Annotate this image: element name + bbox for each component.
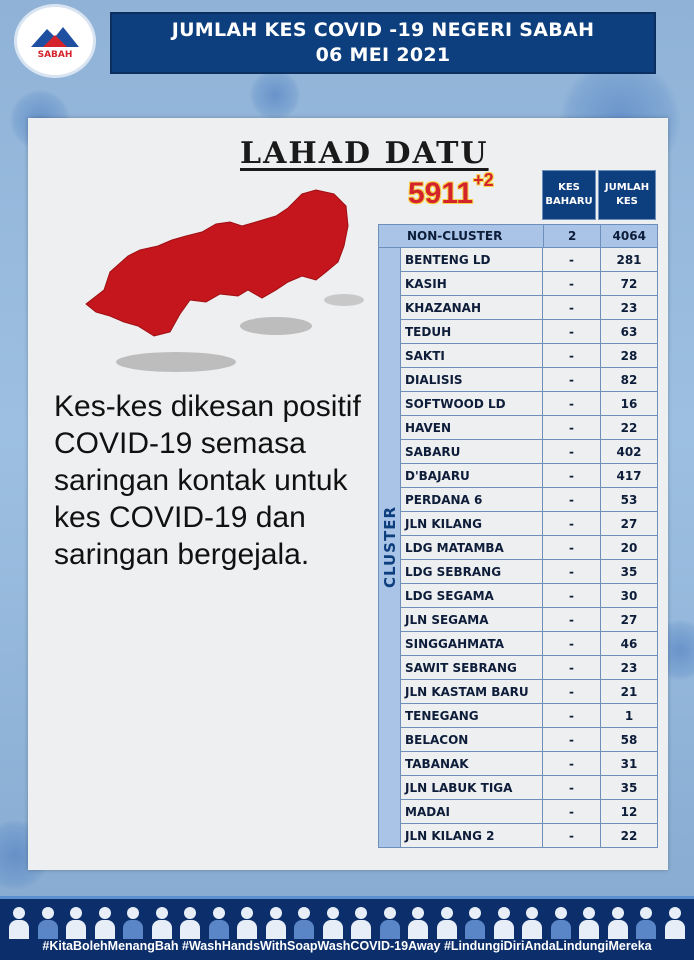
cluster-label-text: CLUSTER bbox=[380, 506, 399, 589]
cluster-total-cases: 28 bbox=[620, 348, 638, 363]
cluster-name: SOFTWOOD LD bbox=[401, 392, 543, 415]
cluster-name: JLN LABUK TIGA bbox=[401, 776, 543, 799]
cluster-new-cases: - bbox=[543, 632, 601, 655]
table-row bbox=[401, 680, 658, 704]
table-row bbox=[401, 536, 658, 560]
cluster-new-cases: - bbox=[543, 728, 601, 751]
table-row bbox=[401, 824, 658, 848]
person-icon bbox=[293, 907, 315, 939]
main-card bbox=[28, 118, 668, 870]
cluster-name: SAWIT SEBRANG bbox=[401, 656, 543, 679]
person-icon bbox=[179, 907, 201, 939]
virus-decoration-icon bbox=[250, 70, 300, 120]
header-date: 06 MEI 2021 bbox=[315, 44, 451, 66]
non-cluster-new: 2 bbox=[544, 225, 602, 247]
cluster-name: BENTENG LD bbox=[401, 248, 543, 271]
person-icon bbox=[350, 907, 372, 939]
table-row bbox=[401, 560, 658, 584]
cluster-name: BELACON bbox=[401, 728, 543, 751]
cluster-new-cases: - bbox=[543, 368, 601, 391]
person-icon bbox=[208, 907, 230, 939]
person-icon bbox=[607, 907, 629, 939]
person-icon bbox=[578, 907, 600, 939]
cluster-total-cases: 35 bbox=[620, 564, 638, 579]
cluster-name: KASIH bbox=[401, 272, 543, 295]
cluster-name: D'BAJARU bbox=[401, 464, 543, 487]
cluster-total-cases: 22 bbox=[620, 828, 638, 843]
cluster-new-cases: - bbox=[543, 560, 601, 583]
cluster-total-cases: 1 bbox=[624, 708, 634, 723]
table-row bbox=[401, 368, 658, 392]
table-row bbox=[401, 512, 658, 536]
cluster-total-cases: 82 bbox=[620, 372, 638, 387]
cluster-new-cases: - bbox=[543, 320, 601, 343]
cluster-section bbox=[378, 248, 658, 848]
cluster-name: JLN KILANG 2 bbox=[401, 824, 543, 847]
cluster-new-cases: - bbox=[543, 392, 601, 415]
table-row bbox=[401, 488, 658, 512]
cluster-total-cases: 30 bbox=[620, 588, 638, 603]
cluster-new-cases: - bbox=[543, 656, 601, 679]
header-new-cases: KES BAHARU bbox=[542, 170, 596, 220]
table-row bbox=[401, 296, 658, 320]
cluster-label bbox=[378, 248, 401, 848]
mountain-logo-icon bbox=[29, 23, 81, 49]
table-row bbox=[401, 704, 658, 728]
cluster-new-cases: - bbox=[543, 776, 601, 799]
cluster-new-cases: - bbox=[543, 512, 601, 535]
table-row bbox=[401, 248, 658, 272]
cluster-new-cases: - bbox=[543, 272, 601, 295]
district-title: LAHAD DATU bbox=[240, 136, 489, 171]
people-illustration bbox=[8, 903, 686, 939]
cluster-total-cases: 53 bbox=[620, 492, 638, 507]
footer-banner bbox=[0, 896, 694, 960]
header-total-cases: JUMLAH KES bbox=[598, 170, 656, 220]
person-icon bbox=[407, 907, 429, 939]
cluster-name: JLN KILANG bbox=[401, 512, 543, 535]
cluster-new-cases: - bbox=[543, 608, 601, 631]
cluster-name: MADAI bbox=[401, 800, 543, 823]
person-icon bbox=[65, 907, 87, 939]
person-icon bbox=[635, 907, 657, 939]
cluster-new-cases: - bbox=[543, 824, 601, 847]
table-row bbox=[401, 272, 658, 296]
table-row bbox=[401, 320, 658, 344]
cluster-new-cases: - bbox=[543, 416, 601, 439]
cluster-name: PERDANA 6 bbox=[401, 488, 543, 511]
table-row bbox=[401, 632, 658, 656]
person-icon bbox=[37, 907, 59, 939]
cluster-name: TABANAK bbox=[401, 752, 543, 775]
non-cluster-row bbox=[378, 224, 658, 248]
total-cases bbox=[408, 170, 494, 211]
table-row bbox=[401, 464, 658, 488]
cluster-total-cases: 27 bbox=[620, 612, 638, 627]
cluster-total-cases: 27 bbox=[620, 516, 638, 531]
table-row bbox=[401, 344, 658, 368]
table-row bbox=[401, 416, 658, 440]
non-cluster-name: NON-CLUSTER bbox=[379, 225, 544, 247]
cluster-total-cases: 22 bbox=[620, 420, 638, 435]
cluster-total-cases: 46 bbox=[620, 636, 638, 651]
cluster-total-cases: 20 bbox=[620, 540, 638, 555]
cluster-new-cases: - bbox=[543, 752, 601, 775]
cluster-new-cases: - bbox=[543, 464, 601, 487]
cluster-total-cases: 281 bbox=[616, 252, 642, 267]
cluster-name: JLN KASTAM BARU bbox=[401, 680, 543, 703]
person-icon bbox=[493, 907, 515, 939]
sabah-logo bbox=[14, 4, 96, 78]
cluster-name: SINGGAHMATA bbox=[401, 632, 543, 655]
cluster-total-cases: 16 bbox=[620, 396, 638, 411]
header-title: JUMLAH KES COVID -19 NEGERI SABAH bbox=[171, 19, 595, 41]
person-icon bbox=[94, 907, 116, 939]
table-row bbox=[401, 728, 658, 752]
cluster-new-cases: - bbox=[543, 296, 601, 319]
cluster-name: JLN SEGAMA bbox=[401, 608, 543, 631]
cluster-new-cases: - bbox=[543, 440, 601, 463]
cluster-name: LDG SEBRANG bbox=[401, 560, 543, 583]
person-icon bbox=[151, 907, 173, 939]
person-icon bbox=[379, 907, 401, 939]
cluster-total-cases: 23 bbox=[620, 300, 638, 315]
page-header bbox=[110, 12, 656, 74]
person-icon bbox=[265, 907, 287, 939]
cluster-new-cases: - bbox=[543, 248, 601, 271]
cluster-name: KHAZANAH bbox=[401, 296, 543, 319]
cluster-total-cases: 58 bbox=[620, 732, 638, 747]
cluster-name: TENEGANG bbox=[401, 704, 543, 727]
cluster-total-cases: 21 bbox=[620, 684, 638, 699]
cluster-name: SAKTI bbox=[401, 344, 543, 367]
cluster-total-cases: 35 bbox=[620, 780, 638, 795]
total-increment: +2 bbox=[473, 170, 494, 190]
cluster-total-cases: 31 bbox=[620, 756, 638, 771]
cluster-name: HAVEN bbox=[401, 416, 543, 439]
person-icon bbox=[664, 907, 686, 939]
cluster-total-cases: 72 bbox=[620, 276, 638, 291]
cases-table bbox=[378, 224, 658, 848]
cluster-name: LDG MATAMBA bbox=[401, 536, 543, 559]
person-icon bbox=[550, 907, 572, 939]
cluster-total-cases: 63 bbox=[620, 324, 638, 339]
cluster-new-cases: - bbox=[543, 584, 601, 607]
person-icon bbox=[8, 907, 30, 939]
cluster-new-cases: - bbox=[543, 704, 601, 727]
table-row bbox=[401, 608, 658, 632]
cluster-total-cases: 23 bbox=[620, 660, 638, 675]
footer-hashtags: #KitaBolehMenangBah #WashHandsWithSoapWashCOVID-19Away #LindungiDiriAndaLindungiMereka bbox=[42, 939, 652, 953]
table-row bbox=[401, 440, 658, 464]
cluster-new-cases: - bbox=[543, 680, 601, 703]
person-icon bbox=[436, 907, 458, 939]
cluster-new-cases: - bbox=[543, 536, 601, 559]
person-icon bbox=[322, 907, 344, 939]
cluster-total-cases: 12 bbox=[620, 804, 638, 819]
cluster-name: TEDUH bbox=[401, 320, 543, 343]
table-row bbox=[401, 800, 658, 824]
table-row bbox=[401, 584, 658, 608]
cluster-total-cases: 402 bbox=[616, 444, 642, 459]
cluster-new-cases: - bbox=[543, 344, 601, 367]
person-icon bbox=[236, 907, 258, 939]
person-icon bbox=[521, 907, 543, 939]
cluster-total-cases: 417 bbox=[616, 468, 642, 483]
logo-text: SABAH bbox=[37, 49, 73, 60]
table-row bbox=[401, 392, 658, 416]
cluster-new-cases: - bbox=[543, 800, 601, 823]
cluster-name: DIALISIS bbox=[401, 368, 543, 391]
cluster-name: LDG SEGAMA bbox=[401, 584, 543, 607]
table-row bbox=[401, 776, 658, 800]
cluster-new-cases: - bbox=[543, 488, 601, 511]
cluster-name: SABARU bbox=[401, 440, 543, 463]
total-value: 5911 bbox=[408, 177, 474, 210]
description-text: Kes-kes dikesan positif COVID-19 semasa saringan kontak untuk kes COVID-19 dan saringan bergejala. bbox=[54, 390, 361, 571]
district-map-icon bbox=[76, 186, 366, 376]
person-icon bbox=[122, 907, 144, 939]
table-row bbox=[401, 752, 658, 776]
table-row bbox=[401, 656, 658, 680]
non-cluster-total: 4064 bbox=[612, 229, 646, 243]
person-icon bbox=[464, 907, 486, 939]
cluster-rows bbox=[401, 248, 658, 848]
